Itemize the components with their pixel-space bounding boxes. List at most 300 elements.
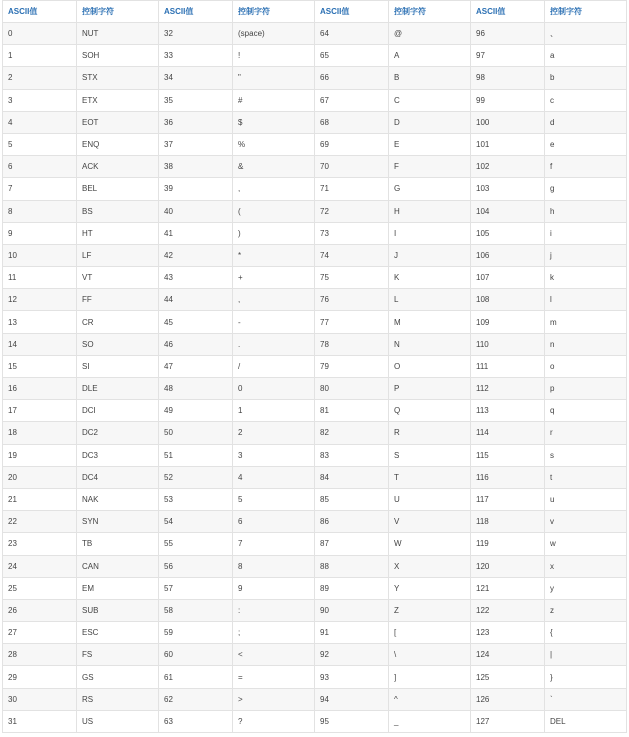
control-char-cell: Y: [389, 577, 471, 599]
ascii-value-cell: 51: [159, 444, 233, 466]
control-char-cell: x: [545, 555, 627, 577]
control-char-cell: DEL: [545, 710, 627, 732]
control-char-cell: LF: [77, 244, 159, 266]
control-char-cell: [: [389, 622, 471, 644]
control-char-cell: DC3: [77, 444, 159, 466]
control-char-cell: 2: [233, 422, 315, 444]
ascii-value-cell: 62: [159, 688, 233, 710]
ascii-value-cell: 106: [471, 244, 545, 266]
control-char-cell: ,: [233, 289, 315, 311]
ascii-value-cell: 45: [159, 311, 233, 333]
ascii-value-cell: 89: [315, 577, 389, 599]
control-char-cell: g: [545, 178, 627, 200]
control-char-cell: SI: [77, 355, 159, 377]
ascii-value-cell: 19: [3, 444, 77, 466]
table-row: [3, 244, 627, 266]
control-char-cell: TB: [77, 533, 159, 555]
ascii-value-cell: 121: [471, 577, 545, 599]
control-char-cell: h: [545, 200, 627, 222]
ascii-value-cell: 17: [3, 400, 77, 422]
ascii-value-cell: 117: [471, 488, 545, 510]
ascii-value-cell: 74: [315, 244, 389, 266]
ascii-value-cell: 44: [159, 289, 233, 311]
control-char-cell: c: [545, 89, 627, 111]
header-row: [3, 1, 627, 23]
ascii-value-cell: 59: [159, 622, 233, 644]
table-row: [3, 622, 627, 644]
control-char-cell: ESC: [77, 622, 159, 644]
ascii-value-cell: 47: [159, 355, 233, 377]
ascii-value-cell: 49: [159, 400, 233, 422]
table-row: [3, 710, 627, 732]
control-char-cell: CAN: [77, 555, 159, 577]
control-char-cell: l: [545, 289, 627, 311]
ascii-value-cell: 126: [471, 688, 545, 710]
control-char-cell: D: [389, 111, 471, 133]
control-char-cell: (space): [233, 23, 315, 45]
ascii-value-cell: 113: [471, 400, 545, 422]
control-char-cell: 4: [233, 466, 315, 488]
control-char-cell: RS: [77, 688, 159, 710]
control-char-cell: d: [545, 111, 627, 133]
control-char-cell: r: [545, 422, 627, 444]
control-char-cell: -: [233, 311, 315, 333]
ascii-value-cell: 33: [159, 45, 233, 67]
table-row: [3, 533, 627, 555]
control-char-cell: SYN: [77, 511, 159, 533]
control-char-cell: FF: [77, 289, 159, 311]
control-char-cell: G: [389, 178, 471, 200]
ascii-value-cell: 124: [471, 644, 545, 666]
ascii-value-cell: 114: [471, 422, 545, 444]
table-body: [3, 23, 627, 733]
control-char-cell: BEL: [77, 178, 159, 200]
table-row: [3, 599, 627, 621]
control-char-cell: s: [545, 444, 627, 466]
ascii-value-cell: 3: [3, 89, 77, 111]
table-row: [3, 133, 627, 155]
control-char-cell: |: [545, 644, 627, 666]
header-ascii-value-4: ASCII值: [471, 1, 545, 23]
ascii-value-cell: 76: [315, 289, 389, 311]
control-char-cell: T: [389, 466, 471, 488]
control-char-cell: \: [389, 644, 471, 666]
ascii-value-cell: 77: [315, 311, 389, 333]
ascii-value-cell: 30: [3, 688, 77, 710]
ascii-value-cell: 103: [471, 178, 545, 200]
ascii-value-cell: 116: [471, 466, 545, 488]
ascii-value-cell: 122: [471, 599, 545, 621]
control-char-cell: ": [233, 67, 315, 89]
ascii-value-cell: 12: [3, 289, 77, 311]
ascii-value-cell: 29: [3, 666, 77, 688]
control-char-cell: M: [389, 311, 471, 333]
ascii-value-cell: 86: [315, 511, 389, 533]
ascii-value-cell: 90: [315, 599, 389, 621]
control-char-cell: L: [389, 289, 471, 311]
ascii-value-cell: 52: [159, 466, 233, 488]
table-row: [3, 688, 627, 710]
ascii-value-cell: 50: [159, 422, 233, 444]
control-char-cell: y: [545, 577, 627, 599]
control-char-cell: FS: [77, 644, 159, 666]
header-ascii-value-2: ASCII值: [159, 1, 233, 23]
control-char-cell: v: [545, 511, 627, 533]
control-char-cell: 3: [233, 444, 315, 466]
table-row: [3, 111, 627, 133]
control-char-cell: SOH: [77, 45, 159, 67]
control-char-cell: m: [545, 311, 627, 333]
control-char-cell: =: [233, 666, 315, 688]
ascii-value-cell: 60: [159, 644, 233, 666]
control-char-cell: e: [545, 133, 627, 155]
table-row: [3, 355, 627, 377]
table-row: [3, 422, 627, 444]
ascii-value-cell: 80: [315, 378, 389, 400]
ascii-value-cell: 115: [471, 444, 545, 466]
control-char-cell: 7: [233, 533, 315, 555]
control-char-cell: W: [389, 533, 471, 555]
ascii-value-cell: 111: [471, 355, 545, 377]
table-row: [3, 666, 627, 688]
control-char-cell: 0: [233, 378, 315, 400]
ascii-value-cell: 9: [3, 222, 77, 244]
ascii-value-cell: 26: [3, 599, 77, 621]
ascii-value-cell: 87: [315, 533, 389, 555]
control-char-cell: k: [545, 267, 627, 289]
ascii-value-cell: 20: [3, 466, 77, 488]
header-ascii-value-3: ASCII值: [315, 1, 389, 23]
control-char-cell: NAK: [77, 488, 159, 510]
table-row: [3, 488, 627, 510]
control-char-cell: *: [233, 244, 315, 266]
ascii-value-cell: 102: [471, 156, 545, 178]
control-char-cell: F: [389, 156, 471, 178]
control-char-cell: `: [545, 688, 627, 710]
ascii-value-cell: 31: [3, 710, 77, 732]
control-char-cell: EOT: [77, 111, 159, 133]
ascii-value-cell: 4: [3, 111, 77, 133]
header-control-char-1: 控制字符: [77, 1, 159, 23]
ascii-value-cell: 54: [159, 511, 233, 533]
ascii-value-cell: 127: [471, 710, 545, 732]
header-ascii-value-1: ASCII值: [3, 1, 77, 23]
ascii-value-cell: 92: [315, 644, 389, 666]
control-char-cell: <: [233, 644, 315, 666]
control-char-cell: z: [545, 599, 627, 621]
ascii-value-cell: 125: [471, 666, 545, 688]
control-char-cell: }: [545, 666, 627, 688]
control-char-cell: :: [233, 599, 315, 621]
ascii-value-cell: 75: [315, 267, 389, 289]
control-char-cell: K: [389, 267, 471, 289]
ascii-value-cell: 112: [471, 378, 545, 400]
table-row: [3, 555, 627, 577]
control-char-cell: V: [389, 511, 471, 533]
table-row: [3, 400, 627, 422]
control-char-cell: /: [233, 355, 315, 377]
ascii-value-cell: 28: [3, 644, 77, 666]
control-char-cell: !: [233, 45, 315, 67]
control-char-cell: 6: [233, 511, 315, 533]
control-char-cell: ?: [233, 710, 315, 732]
control-char-cell: 8: [233, 555, 315, 577]
table-row: [3, 444, 627, 466]
ascii-value-cell: 25: [3, 577, 77, 599]
ascii-value-cell: 70: [315, 156, 389, 178]
control-char-cell: ]: [389, 666, 471, 688]
ascii-value-cell: 14: [3, 333, 77, 355]
ascii-value-cell: 5: [3, 133, 77, 155]
control-char-cell: o: [545, 355, 627, 377]
ascii-value-cell: 97: [471, 45, 545, 67]
ascii-value-cell: 66: [315, 67, 389, 89]
control-char-cell: SO: [77, 333, 159, 355]
ascii-value-cell: 57: [159, 577, 233, 599]
ascii-value-cell: 41: [159, 222, 233, 244]
control-char-cell: CR: [77, 311, 159, 333]
ascii-value-cell: 58: [159, 599, 233, 621]
control-char-cell: VT: [77, 267, 159, 289]
control-char-cell: ,: [233, 178, 315, 200]
control-char-cell: ): [233, 222, 315, 244]
control-char-cell: HT: [77, 222, 159, 244]
control-char-cell: i: [545, 222, 627, 244]
control-char-cell: t: [545, 466, 627, 488]
ascii-value-cell: 120: [471, 555, 545, 577]
ascii-value-cell: 63: [159, 710, 233, 732]
control-char-cell: #: [233, 89, 315, 111]
control-char-cell: b: [545, 67, 627, 89]
table-row: [3, 45, 627, 67]
control-char-cell: ^: [389, 688, 471, 710]
control-char-cell: f: [545, 156, 627, 178]
control-char-cell: X: [389, 555, 471, 577]
control-char-cell: B: [389, 67, 471, 89]
table-row: [3, 156, 627, 178]
header-control-char-3: 控制字符: [389, 1, 471, 23]
control-char-cell: &: [233, 156, 315, 178]
ascii-value-cell: 69: [315, 133, 389, 155]
control-char-cell: j: [545, 244, 627, 266]
ascii-value-cell: 119: [471, 533, 545, 555]
control-char-cell: 、: [545, 23, 627, 45]
ascii-value-cell: 95: [315, 710, 389, 732]
table-row: [3, 23, 627, 45]
ascii-value-cell: 82: [315, 422, 389, 444]
ascii-value-cell: 78: [315, 333, 389, 355]
header-control-char-4: 控制字符: [545, 1, 627, 23]
ascii-value-cell: 72: [315, 200, 389, 222]
control-char-cell: $: [233, 111, 315, 133]
ascii-value-cell: 91: [315, 622, 389, 644]
control-char-cell: J: [389, 244, 471, 266]
ascii-value-cell: 94: [315, 688, 389, 710]
control-char-cell: BS: [77, 200, 159, 222]
control-char-cell: 5: [233, 488, 315, 510]
control-char-cell: %: [233, 133, 315, 155]
ascii-value-cell: 108: [471, 289, 545, 311]
control-char-cell: DC2: [77, 422, 159, 444]
control-char-cell: _: [389, 710, 471, 732]
ascii-value-cell: 55: [159, 533, 233, 555]
ascii-value-cell: 104: [471, 200, 545, 222]
ascii-value-cell: 99: [471, 89, 545, 111]
control-char-cell: C: [389, 89, 471, 111]
control-char-cell: H: [389, 200, 471, 222]
ascii-value-cell: 101: [471, 133, 545, 155]
ascii-value-cell: 32: [159, 23, 233, 45]
table-row: [3, 178, 627, 200]
table-row: [3, 511, 627, 533]
ascii-value-cell: 42: [159, 244, 233, 266]
ascii-value-cell: 88: [315, 555, 389, 577]
control-char-cell: {: [545, 622, 627, 644]
control-char-cell: NUT: [77, 23, 159, 45]
ascii-value-cell: 98: [471, 67, 545, 89]
control-char-cell: SUB: [77, 599, 159, 621]
ascii-value-cell: 34: [159, 67, 233, 89]
ascii-value-cell: 105: [471, 222, 545, 244]
table-row: [3, 267, 627, 289]
ascii-value-cell: 27: [3, 622, 77, 644]
ascii-value-cell: 118: [471, 511, 545, 533]
ascii-value-cell: 39: [159, 178, 233, 200]
ascii-value-cell: 35: [159, 89, 233, 111]
ascii-value-cell: 0: [3, 23, 77, 45]
control-char-cell: R: [389, 422, 471, 444]
ascii-value-cell: 7: [3, 178, 77, 200]
ascii-value-cell: 93: [315, 666, 389, 688]
control-char-cell: p: [545, 378, 627, 400]
ascii-value-cell: 15: [3, 355, 77, 377]
ascii-value-cell: 16: [3, 378, 77, 400]
ascii-value-cell: 21: [3, 488, 77, 510]
control-char-cell: A: [389, 45, 471, 67]
control-char-cell: N: [389, 333, 471, 355]
ascii-value-cell: 23: [3, 533, 77, 555]
control-char-cell: (: [233, 200, 315, 222]
control-char-cell: >: [233, 688, 315, 710]
control-char-cell: .: [233, 333, 315, 355]
ascii-value-cell: 43: [159, 267, 233, 289]
table-row: [3, 378, 627, 400]
control-char-cell: E: [389, 133, 471, 155]
ascii-value-cell: 13: [3, 311, 77, 333]
table-header: [3, 1, 627, 23]
control-char-cell: U: [389, 488, 471, 510]
ascii-value-cell: 107: [471, 267, 545, 289]
control-char-cell: 9: [233, 577, 315, 599]
ascii-value-cell: 67: [315, 89, 389, 111]
control-char-cell: ;: [233, 622, 315, 644]
control-char-cell: @: [389, 23, 471, 45]
ascii-value-cell: 1: [3, 45, 77, 67]
ascii-table: [2, 0, 627, 733]
ascii-value-cell: 24: [3, 555, 77, 577]
ascii-value-cell: 96: [471, 23, 545, 45]
control-char-cell: +: [233, 267, 315, 289]
ascii-value-cell: 123: [471, 622, 545, 644]
table-row: [3, 644, 627, 666]
table-row: [3, 67, 627, 89]
control-char-cell: DC4: [77, 466, 159, 488]
control-char-cell: I: [389, 222, 471, 244]
ascii-value-cell: 56: [159, 555, 233, 577]
ascii-value-cell: 10: [3, 244, 77, 266]
header-control-char-2: 控制字符: [233, 1, 315, 23]
ascii-value-cell: 73: [315, 222, 389, 244]
table-row: [3, 311, 627, 333]
control-char-cell: US: [77, 710, 159, 732]
control-char-cell: O: [389, 355, 471, 377]
control-char-cell: DLE: [77, 378, 159, 400]
control-char-cell: S: [389, 444, 471, 466]
control-char-cell: GS: [77, 666, 159, 688]
control-char-cell: STX: [77, 67, 159, 89]
table-row: [3, 222, 627, 244]
table-row: [3, 466, 627, 488]
ascii-value-cell: 48: [159, 378, 233, 400]
control-char-cell: Z: [389, 599, 471, 621]
ascii-value-cell: 6: [3, 156, 77, 178]
ascii-value-cell: 46: [159, 333, 233, 355]
ascii-value-cell: 36: [159, 111, 233, 133]
control-char-cell: ACK: [77, 156, 159, 178]
ascii-value-cell: 2: [3, 67, 77, 89]
ascii-value-cell: 68: [315, 111, 389, 133]
ascii-value-cell: 53: [159, 488, 233, 510]
ascii-value-cell: 40: [159, 200, 233, 222]
control-char-cell: u: [545, 488, 627, 510]
control-char-cell: Q: [389, 400, 471, 422]
ascii-value-cell: 61: [159, 666, 233, 688]
table-row: [3, 577, 627, 599]
table-row: [3, 89, 627, 111]
ascii-value-cell: 109: [471, 311, 545, 333]
control-char-cell: w: [545, 533, 627, 555]
ascii-value-cell: 22: [3, 511, 77, 533]
ascii-value-cell: 81: [315, 400, 389, 422]
ascii-value-cell: 79: [315, 355, 389, 377]
table-row: [3, 200, 627, 222]
ascii-value-cell: 83: [315, 444, 389, 466]
control-char-cell: 1: [233, 400, 315, 422]
ascii-value-cell: 11: [3, 267, 77, 289]
ascii-value-cell: 65: [315, 45, 389, 67]
control-char-cell: n: [545, 333, 627, 355]
ascii-value-cell: 18: [3, 422, 77, 444]
table-row: [3, 289, 627, 311]
ascii-value-cell: 37: [159, 133, 233, 155]
ascii-value-cell: 71: [315, 178, 389, 200]
control-char-cell: q: [545, 400, 627, 422]
control-char-cell: ETX: [77, 89, 159, 111]
control-char-cell: a: [545, 45, 627, 67]
ascii-value-cell: 84: [315, 466, 389, 488]
table-row: [3, 333, 627, 355]
control-char-cell: P: [389, 378, 471, 400]
ascii-value-cell: 8: [3, 200, 77, 222]
ascii-value-cell: 64: [315, 23, 389, 45]
ascii-value-cell: 38: [159, 156, 233, 178]
control-char-cell: EM: [77, 577, 159, 599]
ascii-value-cell: 85: [315, 488, 389, 510]
ascii-value-cell: 100: [471, 111, 545, 133]
control-char-cell: ENQ: [77, 133, 159, 155]
control-char-cell: DCI: [77, 400, 159, 422]
ascii-value-cell: 110: [471, 333, 545, 355]
